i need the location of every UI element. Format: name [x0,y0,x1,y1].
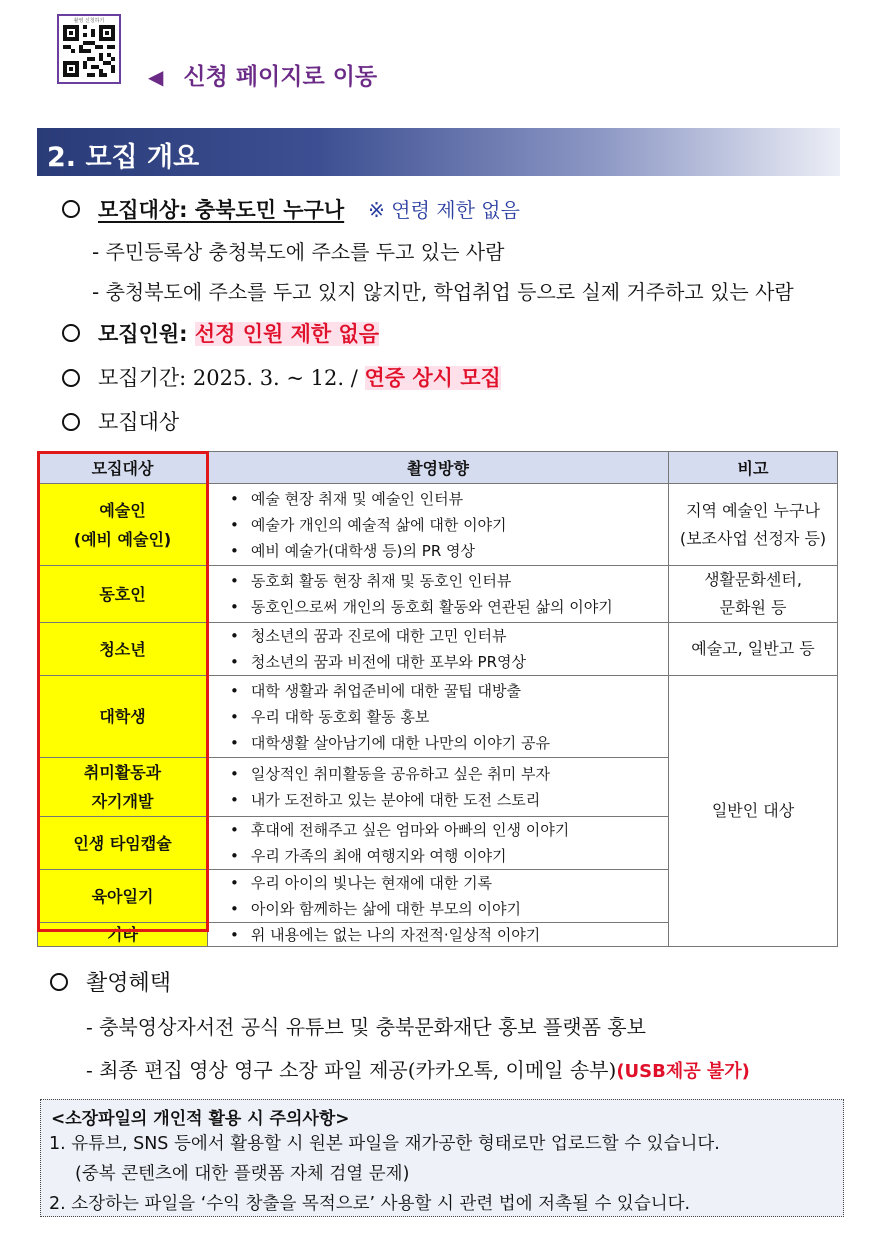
table-row [38,623,838,676]
caution-line-1: 1. 유튜브, SNS 등에서 활용할 시 원본 파일을 재가공한 형태로만 업로드할 수 있습니다. [49,1134,720,1154]
target-label: 모집대상: 충북도민 누구나 [98,198,345,222]
target-line [62,194,520,224]
circle-bullet-icon [50,973,68,991]
row-note: 일반인 대상 [669,676,838,947]
circle-bullet-icon [62,413,80,431]
caution-line-1b: (중복 콘텐츠에 대한 플랫폼 자체 검열 문제) [75,1164,410,1184]
row-note: 생활문화센터, 문화원 등 [669,566,838,623]
count-line [62,318,379,348]
usb-note: (USB제공 불가) [616,1061,750,1082]
table-header-row [38,452,838,484]
caution-line-2: 2. 소장하는 파일을 ‘수익 창출을 목적으로’ 사용할 시 관련 법에 저촉될 수 있습니다. [49,1194,691,1214]
target2-line [62,406,179,436]
caution-box [40,1099,844,1217]
count-value: 선정 인원 제한 없음 [194,322,380,346]
row-items: • 후대에 전해주고 싶은 엄마와 아빠의 인생 이야기 • 우리 가족의 최애 여행지와 여행 이야기 [208,817,669,870]
table-row [38,676,838,758]
benefit-item-2: - 최종 편집 영상 영구 소장 파일 제공(카카오톡, 이메일 송부)(USB제공 불가) [86,1058,750,1082]
benefit-item-1: - 충북영상자서전 공식 유튜브 및 충북문화재단 홍보 플랫폼 홍보 [86,1015,646,1039]
row-items: • 일상적인 취미활동을 공유하고 싶은 취미 부자 • 내가 도전하고 있는 분야에 대한 도전 스토리 [208,758,669,817]
caution-title: <소장파일의 개인적 활용 시 주의사항> [51,1109,350,1129]
count-label: 모집인원: [98,322,195,346]
benefit-line [50,966,171,997]
row-items: • 대학 생활과 취업준비에 대한 꿀팁 대방출 • 우리 대학 동호회 활동 홍보 • 대학생활 살아남기에 대한 나만의 이야기 공유 [208,676,669,758]
target-item-1: - 주민등록상 충청북도에 주소를 두고 있는 사람 [92,240,505,264]
qr-caption: 촬영 신청하기 [73,18,105,24]
link-text: 신청 페이지로 이동 [183,64,378,90]
benefit-label: 촬영혜택 [86,971,172,996]
target-item-2: - 충청북도에 주소를 두고 있지 않지만, 학업취업 등으로 실제 거주하고 있는 사람 [92,280,794,304]
row-items: • 위 내용에는 없는 나의 자전적·일상적 이야기 [208,923,669,947]
row-category: 인생 타임캡슐 [38,817,208,870]
section-title: 2. 모집 개요 [47,142,200,173]
row-category: 취미활동과 자기개발 [38,758,208,817]
header-note: 비고 [669,452,838,484]
circle-bullet-icon [62,200,80,218]
row-note: 예술고, 일반고 등 [669,623,838,676]
age-note: ※ 연령 제한 없음 [368,198,520,222]
row-category: 기타 [38,923,208,947]
row-category: 동호인 [38,566,208,623]
period-line [62,362,501,392]
row-category: 청소년 [38,623,208,676]
row-items: • 예술 현장 취재 및 예술인 인터뷰 • 예술가 개인의 예술적 삶에 대한 이야기 • 예비 예술가(대학생 등)의 PR 영상 [208,484,669,566]
table-row [38,566,838,623]
row-category: 육아일기 [38,870,208,923]
row-items: • 동호회 활동 현장 취재 및 동호인 인터뷰 • 동호인으로써 개인의 동호회 활동와 연관된 삶의 이야기 [208,566,669,623]
row-category: 대학생 [38,676,208,758]
row-items: • 우리 아이의 빛나는 현재에 대한 기록 • 아이와 함께하는 삶에 대한 부모의 이야기 [208,870,669,923]
qr-code[interactable] [57,14,121,84]
table-row [38,484,838,566]
recruit-table [37,451,838,947]
arrow-left-icon: ◀ [148,65,164,89]
qr-code-icon [63,25,115,77]
period-value: 연중 상시 모집 [364,366,501,390]
circle-bullet-icon [62,369,80,387]
period-label: 모집기간: 2025. 3. ~ 12. / [98,366,365,390]
row-note: 지역 예술인 누구나 (보조사업 선정자 등) [669,484,838,566]
apply-page-link[interactable] [148,58,377,91]
target2-label: 모집대상 [98,410,180,434]
header-target: 모집대상 [38,452,208,484]
header-direction: 촬영방향 [208,452,669,484]
section-header [37,128,840,176]
circle-bullet-icon [62,324,80,342]
row-category: 예술인 (예비 예술인) [38,484,208,566]
row-items: • 청소년의 꿈과 진로에 대한 고민 인터뷰 • 청소년의 꿈과 비전에 대한 포부와 PR영상 [208,623,669,676]
